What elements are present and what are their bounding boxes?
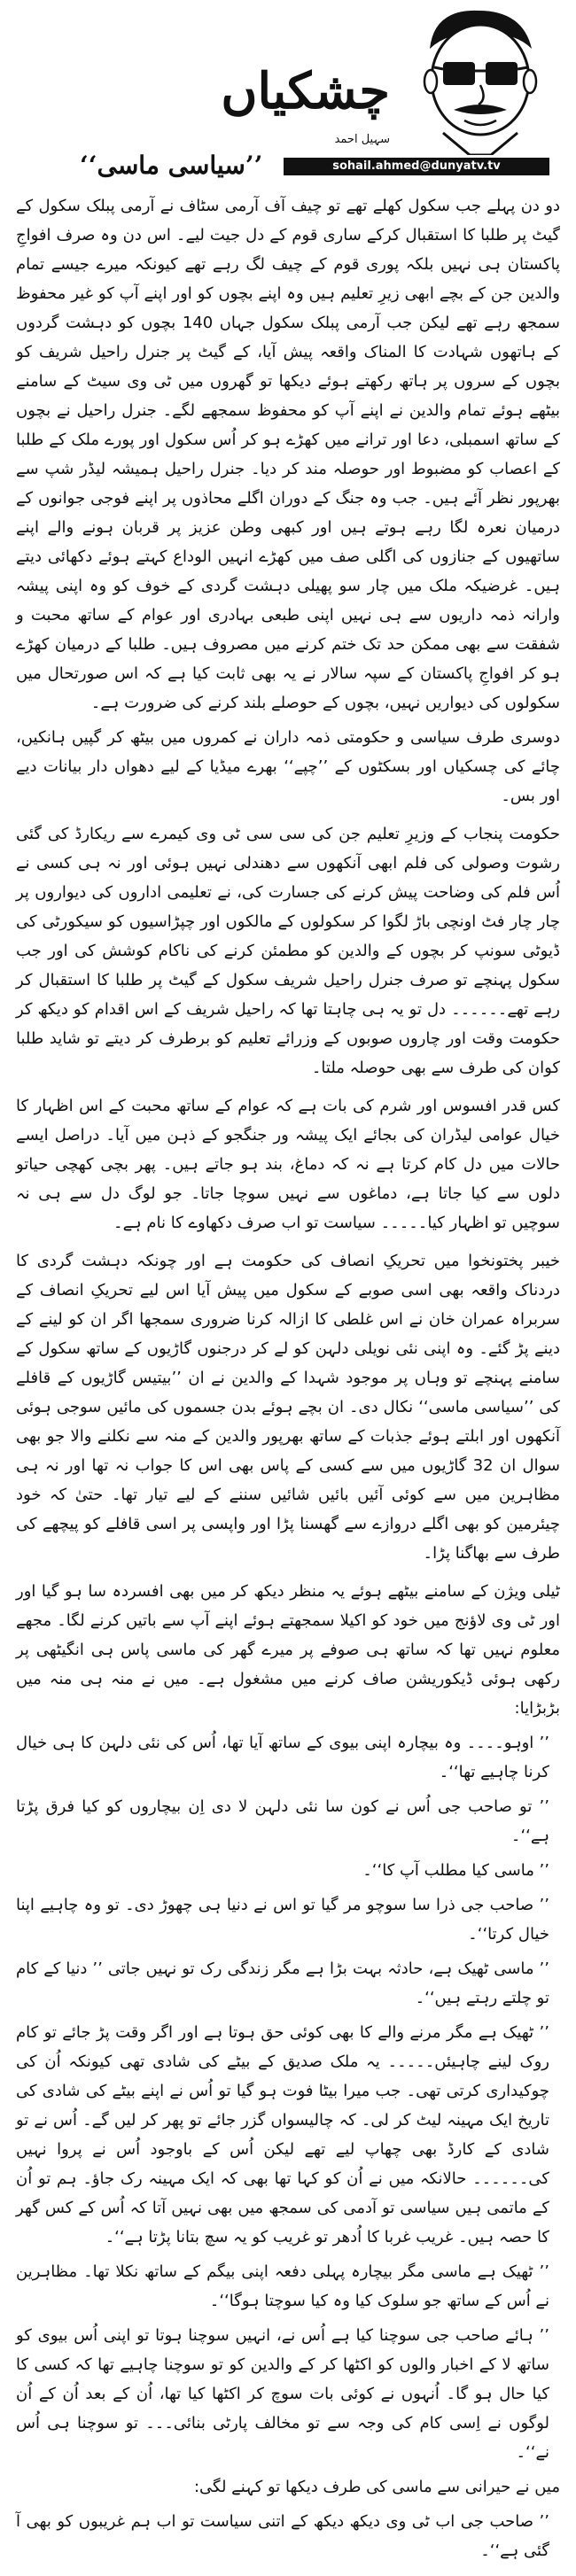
dialogue-line: ’’ تو صاحب جی اُس نے کون سا نئی دلہن لا دی اِن بیچاروں کو کیا فرق پڑتا ہے‘‘۔ (16, 1797, 549, 1845)
paragraph: دو دن پہلے جب سکول کھلے تھے تو چیف آف آرمی سٹاف نے آرمی پبلک سکول کے گیٹ پر طلبا کا استقبال کرکے ساری قوم کے دل جیت لیے۔ اس دن وہ صرف افواجِ پاکستان ہی نہیں بلکہ پوری قوم کے چیف لگ رہے تھے کیونکہ میرے جیسے تمام والدین جن کے بچے ابھی زیرِ تعلیم ہیں وہ اپنے بچوں کو اور اپنے آپ کو غیر محفوظ سمجھ رہے تھے لیکن جب آرمی پبلک سکول جہاں 140 بچوں کو دہشت گردوں کے ہاتھوں شہادت کا المناک واقعہ پیش آیا، کے گیٹ پر جنرل راحیل شریف کو بچوں کے سروں پر ہاتھ رکھتے ہوئے دیکھا تو گھروں میں ٹی وی سیٹ کے سامنے بیٹھے ہوئے تمام والدین نے اپنے آپ کو محفوظ سمجھے لگے۔ جنرل راحیل نے بچوں کے ساتھ اسمبلی، دعا اور ترانے میں کھڑے ہو کر اُس سکول اور پورے ملک کے طلبا کے اعصاب کو مضبوط اور حوصلہ مند کر دیا۔ جنرل راحیل ہمیشہ لیڈر شپ سے بھرپور نظر آئے ہیں۔ جب وہ جنگ کے دوران اگلے محاذوں پر اپنے فوجی جوانوں کے درمیان نعرہ لگا رہے ہوتے ہیں اور کبھی وطن عزیز پر قربان ہونے والے اپنے ساتھیوں کے جنازوں کی اگلی صف میں کھڑے انہیں الوداع کہتے ہوئے دکھائی دیتے ہیں۔ غرضیکہ ملک میں چار سو پھیلی دہشت گردی کے خوف کو وہ اپنی پیشہ وارانہ ذمہ داریوں سے ہی نہیں اپنی طبعی بہادری اور عوام کے ساتھ محبت و شفقت سے بھی ممکن حد تک ختم کرنے میں مصروف ہیں۔ طلبا کے درمیان کھڑے ہو کر افواجِ پاکستان کے سپہ سالار نے یہ بھی ثابت کیا ہے کہ اس صورتحال میں سکولوں کی دیواریں نہیں، بچوں کے حوصلے بلند کرنے کی ضرورت ہے۔ (16, 197, 560, 712)
dialogue-line: ’’ صاحب جی اب ٹی وی دیکھ دیکھ کے اتنی سیاست تو اب ہم غریبوں کو بھی آ گئی ہے‘‘۔ (16, 2512, 549, 2560)
paragraph: خیبر پختونخوا میں تحریکِ انصاف کی حکومت ہے اور چونکہ دہشت گردی کا دردناک واقعہ بھی اسی صوبے کے سکول میں پیش آیا اس لیے تحریکِ انصاف کے سربراہ عمران خان نے اس غلطی کا ازالہ کرنا ضروری سمجھا اگر ان کو لینے کے دینے پڑ گئے۔ وہ اپنی نئی نویلی دلہن کو لے کر درجنوں گاڑیوں کے ساتھ سکول کے سامنے پہنچے تو وہاں پر موجود شہدا کے والدین نے ان ’’بیتیس گاڑیوں کے قافلے کی ’’سیاسی ماسی‘‘ نکال دی۔ ان بچے ہوئے بدن جسموں کی مائیں سوجی ہوئی آنکھوں اور ابلتے ہوئے جذبات کے ساتھ بھرپور والدین کے منہ سے نکلنے والا جو بھی سوال ان 32 گاڑیوں میں سے کسی کے پاس بھی اس کا جواب نہ تھا اور نہ ہی مظاہرین میں سے کوئی آئیں بائیں شائیں سننے کے لیے تیار تھا۔ حتیٰ کہ خود چیئرمین کو بھی اگلے دروازے سے گھسنا پڑا اور واپسی پر اسی قافلے کو پیچھے کی طرف سے بھاگنا پڑا۔ (16, 1252, 561, 1563)
paragraph: حکومت پنجاب کے وزیرِ تعلیم جن کی سی سی ٹی وی کیمرے سے ریکارڈ کی گئی رشوت وصولی کی فلم ابھی آنکھوں سے دھندلی نہیں ہوئی اور نہ ہی کسی نے اُس فلم کی وضاحت پیش کرنے کی جسارت کی، نے تعلیمی اداروں کی دیواروں پر چار چار فٹ اونچی باڑ لگوا کر سکولوں کے مالکوں اور چپڑاسیوں کو سیکورٹی کی ڈیوٹی سونپ کر بچوں کے والدین کو مطمئن کرنے کی ناکام کوشش کی اور جب سکول پہنچے تو صرف جنرل راحیل شریف سکول کے گیٹ پر طلبا کا استقبال کر رہے تھے۔۔۔۔۔۔ دل تو یہ ہی چاہتا تھا کہ راحیل شریف کے اس اقدام کو دیکھ کر حکومت وقت اور چاروں صوبوں کے وزرائے تعلیم کو برطرف کر دیتے تو شاید طلبا کوان کی طرف سے بھی حوصلہ ملتا۔ (16, 825, 560, 1077)
dialogue-line: ’’ ہائے صاحب جی سوچنا کیا ہے اُس نے، انہیں سوچنا ہوتا تو اپنی اُس بیوی کو ساتھ لا کے اخبار والوں کو اکٹھا کر کے والدین کو تو سوچنا چاہیے تھا کہ کسی کا کیا حال ہو گا۔ اُنہوں نے کوئی بات سوچ کر اکٹھا کیا تھا، اُن کے بعد اُن کے اُن لوگوں نے اِسی کام کی وجہ سے تو مخالف پارٹی بنائی۔۔۔ تو سوچنا ہی اُس نے‘‘۔ (16, 2326, 549, 2462)
dialogue-line: ’’ ٹھیک ہے ماسی مگر بیچارہ پہلی دفعہ اپنی بیگم کے ساتھ نکلا تھا۔ مظاہرین نے اُس کے ساتھ جو سلوک کیا وہ کیا سوچتا ہوگا‘‘۔ (16, 2262, 549, 2310)
paragraph: میں نے حیرانی سے ماسی کی طرف دیکھا تو کہنے لگی: (193, 2478, 560, 2496)
article-body (0, 186, 576, 2565)
dialogue-line: ’’ ماسی ٹھیک ہے، حادثہ بہت بڑا ہے مگر زندگی رک تو نہیں جاتی ’’ دنیا کے کام تو چلتے رہتے ہیں‘‘۔ (16, 1959, 549, 2007)
column-name: چشکیاں (221, 62, 390, 120)
column-masthead (221, 0, 558, 177)
paragraph: دوسری طرف سیاسی و حکومتی ذمہ داران نے کمروں میں بیٹھ کر گپیں ہانکیں، چائے کی چسکیاں اور بسکٹوں کے ’’چپے‘‘ بھرے میڈیا کے لیے دھواں دار بیانات دیے اور بس۔ (16, 728, 560, 805)
dialogue-line: ’’ صاحب جی ذرا سا سوچو مر گیا تو اس نے دنیا ہی چھوڑ دی۔ تو وہ چاہیے اپنا خیال کرتا‘‘۔ (16, 1896, 549, 1944)
author-email: sohail.ahmed@dunyatv.tv (284, 158, 549, 175)
paragraph: ٹیلی ویژن کے سامنے بیٹھے ہوئے یہ منظر دیکھ کر میں بھی افسردہ سا ہو گیا اور اور ٹی وی لاؤنج میں خود کو اکیلا سمجھتے ہوئے اپنے آپ سے باتیں کرنے لگا۔ مجھے معلوم نہیں تھا کہ ساتھ ہی صوفے پر میرے گھر کی ماسی پاس ہی انگیٹھی پر رکھی ہوئی ڈیکوریشن صاف کرنے میں مشغول ہے۔ میں نے منہ ہی منہ میں بڑبڑایا: (16, 1582, 560, 1718)
dialogue-line: ’’ ٹھیک ہے مگر مرنے والے کا بھی کوئی حق ہوتا ہے اور اگر وقت پڑ جائے تو کام روک لینے چاہیئں۔۔۔۔۔ یہ ملک صدیق کے بیٹے کی شادی تھی کیونکہ اُن کی چوکیداری کرتی تھی۔ جب میرا بیٹا فوت ہو گیا تو اُس نے اپنے بیٹے کی شادی کی تاریخ ایک مہینہ لیٹ کر لی۔ کہ چالیسواں گزر جائے تو پھر کر لیں گے۔ اُس نے تو شادی کے کارڈ بھی چھاپ لیے تھے لیکن اُس کے باوجود اُس نے پروا نہیں کی۔۔۔۔۔۔ حالانکہ میں نے اُن کو کہا تھا بھی کہ ایک مہینہ رک جاؤ۔ ہم تو اُن کے ماتمی ہیں سیاسی تو آدمی کی سمجھ میں بھی نہیں آتا کہ اُس کے کس گھر کا حصہ ہیں۔ غریب غربا کا اُدھر تو غریب کو یہ سچ بتانا پڑتا ہے‘‘۔ (16, 2023, 549, 2246)
author-caricature (399, 0, 549, 155)
column-header (0, 0, 576, 186)
paragraph: کس قدر افسوس اور شرم کی بات ہے کہ عوام کے ساتھ محبت کے اس اظہار کا خیال عوامی لیڈران کی بجائے ایک پیشہ ور جنگجو کے ذہن میں آیا۔ دراصل ایسے حالات میں دل کام کرتا ہے نہ کہ دماغ، بند ہو جاتے ہیں۔ پھر بچی کھچی حیاتو دلوں سے کیا جاتا ہے، دماغوں سے نہیں سوچا جاتا۔ جو لوگ دل سے ہی نہ سوچیں تو اظہار کیا۔۔۔۔۔ سیاست تو اب صرف دکھاوے کا نام ہے۔ (16, 1097, 560, 1232)
article-title: ’’سیاسی ماسی‘‘ (80, 151, 263, 180)
author-name: سہیل احمد (334, 133, 390, 146)
dialogue-line: ’’ ماسی کیا مطلب آپ کا‘‘۔ (362, 1861, 549, 1880)
article-title-text: سیاسی ماسی (97, 151, 245, 180)
dialogue-line: ’’ اوہو۔۔۔۔ وہ بیچارہ اپنی بیوی کے ساتھ آیا تھا، اُس کی نئی دلہن کا ہی خیال کرنا چاہیے تھا‘‘۔ (16, 1734, 549, 1781)
